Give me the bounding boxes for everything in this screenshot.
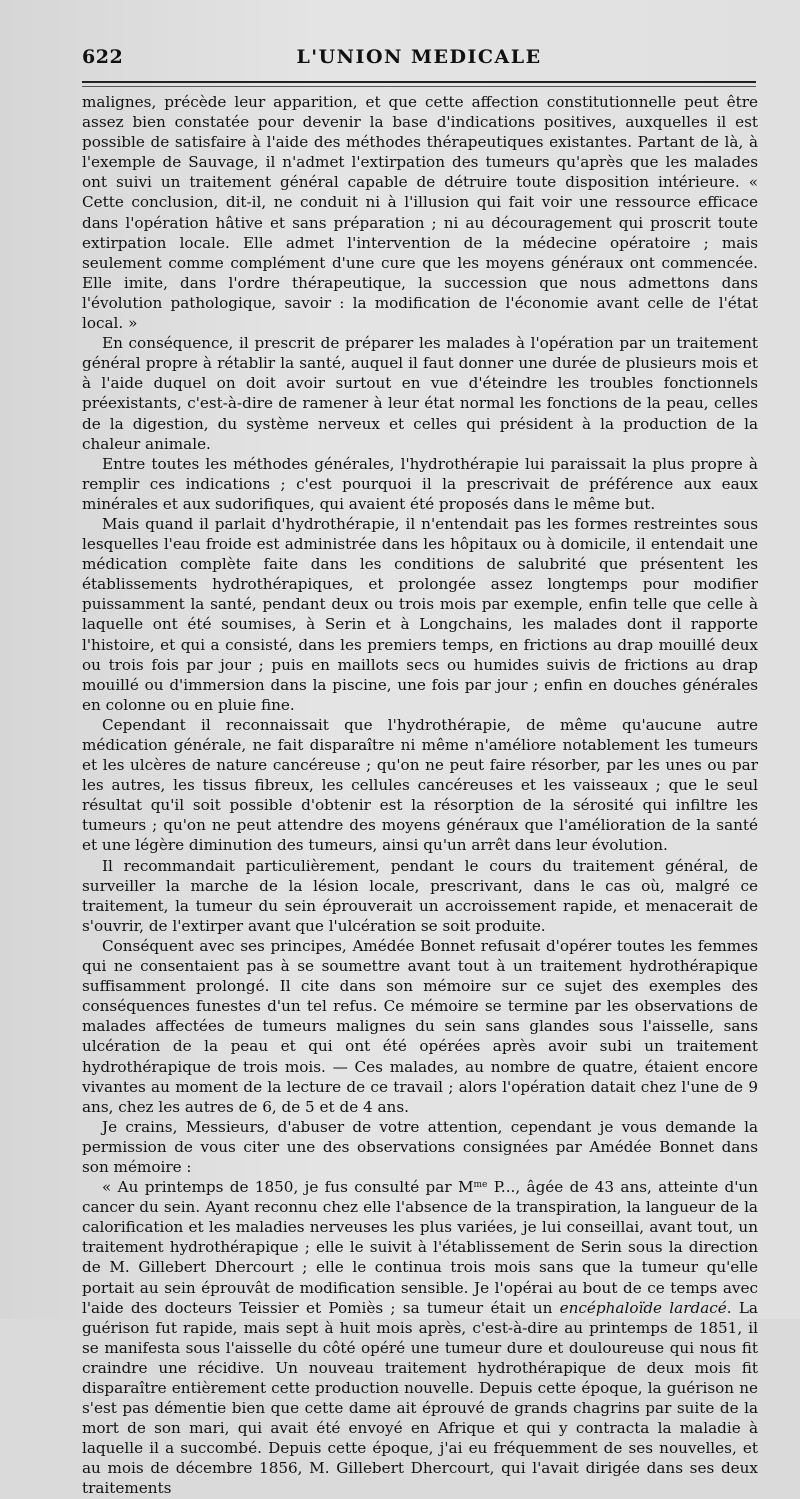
header-rule (82, 81, 756, 83)
paragraph-6: Il recommandait particulièrement, pendant le cours du traitement général, de surveiller la marche de la lésion locale, prescrivant, dans le cas où, malgré ce traitement, la tumeur du sein éprouverait un accroissement rapide, et menacerait de s'ouvrir, de l'extirper avant que l'ulcération se soit produite. (82, 856, 758, 935)
paragraph-5: Cependant il reconnaissait que l'hydrothérapie, de même qu'aucune autre médication générale, ne fait disparaître ni même n'améliore notablement les tumeurs et les ulcères de nature cancéreuse ; qu'on ne peut faire résorber, par les unes ou par les autres, les tissus fibreux, les cellules cancéreuses et les vaisseaux ; que le seul résultat qu'il soit possible d'obtenir est la résorption de la sérosité qui infiltre les tumeurs ; qu'on ne peut attendre des moyens généraux que l'amélioration de la santé et une légère diminution des tumeurs, ainsi qu'un arrêt dans leur évolution. (82, 715, 758, 855)
page-number: 622 (82, 46, 124, 68)
paragraph-3: Entre toutes les méthodes générales, l'hydrothérapie lui paraissait la plus propre à remplir ces indications ; c'est pourquoi il la prescrivait de préférence aux eaux minérales et aux sudorifiques, qui avaient été proposés dans le même but. (82, 454, 758, 513)
paragraph-2: En conséquence, il prescrit de préparer les malades à l'opération par un traitement général propre à rétablir la santé, auquel il faut donner une durée de plusieurs mois et à l'aide duquel on doit avoir surtout en vue d'éteindre les troubles fonctionnels préexistants, c'est-à-dire de ramener à leur état normal les fonctions de la peau, celles de la digestion, du système nerveux et celles qui président à la production de la chaleur animale. (82, 334, 758, 453)
paragraph-8: Je crains, Messieurs, d'abuser de votre attention, cependant je vous demande la permission de vous citer une des observations consignées par Amédée Bonnet dans son mémoire : (82, 1117, 758, 1176)
quote-superscript: me (473, 1180, 488, 1191)
quote-part-2: P..., âgée de 43 ans, atteinte d'un cancer du sein. Ayant reconnu chez elle l'absence de la transpiration, la langueur de la calorification et les maladies nerveuses les plus variées, je lui conseillai, avant tout, un traitement hydrothérapique ; elle le suivit à l'établissement de Serin sous la direction de M. Gillebert Dhercourt ; elle le continua trois mois sans que la tumeur qu'elle portait au sein éprouvât de modification sensible. Je l'opérai au bout de ce temps avec l'aide des docteurs Teissier et Pomiès ; sa tumeur était un (82, 1178, 758, 1317)
quote-part-3: . La guérison fut rapide, mais sept à huit mois après, c'est-à-dire au printemps de 1851, il se manifesta sous l'aisselle du côté opéré une tumeur dure et douloureuse qui nous fit craindre une récidive. Un nouveau traitement hydrothérapique de deux mois fit disparaître entièrement cette production nouvelle. Depuis cette époque, la guérison ne s'est pas démentie bien que cette dame ait éprouvé de grands chagrins par suite de la mort de son mari, qui avait été envoyé en Afrique et qui y contracta la maladie à laquelle il a succombé. Depuis cette époque, j'ai eu fréquemment de ses nouvelles, et au mois de décembre 1856, M. Gillebert Dhercourt, qui l'avait dirigée dans ses deux traitements (82, 1298, 758, 1498)
paragraph-1: malignes, précède leur apparition, et que cette affection constitutionnelle peut être assez bien constatée pour devenir la base d'indications positives, auxquelles il est possible de satisfaire à l'aide des méthodes thérapeutiques existantes. Partant de là, à l'exemple de Sauvage, il n'admet l'extirpation des tumeurs qu'après que les malades ont suivi un traitement général capable de détruire toute disposition intérieure. « Cette conclusion, dit-il, ne conduit ni à l'illusion qui fait voir une ressource efficace dans l'opération hâtive et sans préparation ; ni au découragement qui proscrit toute extirpation locale. Elle admet l'intervention de la médecine opératoire ; mais seulement comme complément d'une cure que les moyens généraux ont commencée. Elle imite, dans l'ordre thérapeutique, la succession que nous admettons dans l'évolution pathologique, savoir : la modification de l'économie avant celle de l'état local. » (82, 93, 758, 333)
quote-part-1: « Au printemps de 1850, je fus consulté par M (102, 1178, 474, 1197)
quoted-observation (82, 1177, 758, 1499)
quote-italic-term: encéphaloïde lardacé (559, 1298, 727, 1317)
header-rule-thin (82, 86, 756, 87)
paragraph-7: Conséquent avec ses principes, Amédée Bonnet refusait d'opérer toutes les femmes qui ne consentaient pas à se soumettre avant tout à un traitement hydrothérapique suffisamment prolongé. Il cite dans son mémoire sur ce sujet des exemples des conséquences funestes d'un tel refus. Ce mémoire se termine par les observations de malades affectées de tumeurs malignes du sein sans glandes sous l'aisselle, sans ulcération de la peau et qui ont été opérées après avoir subi un traitement hydrothérapique de trois mois. — Ces malades, au nombre de quatre, étaient encore vivantes au moment de la lecture de ce travail ; alors l'opération datait chez l'une de 9 ans, chez les autres de 6, de 5 et de 4 ans. (82, 936, 758, 1116)
page-header (82, 44, 756, 74)
article-body (82, 92, 758, 1499)
running-title: L'UNION MEDICALE (296, 46, 542, 68)
paragraph-4: Mais quand il parlait d'hydrothérapie, il n'entendait pas les formes restreintes sous lesquelles l'eau froide est administrée dans les hôpitaux ou à domicile, il entendait une médication complète faite dans les conditions de salubrité que présentent les établissements hydrothérapiques, et prolongée assez longtemps pour modifier puissamment la santé, pendant deux ou trois mois par exemple, enfin telle que celle à laquelle ont été soumises, à Serin et à Longchains, les malades dont il rapporte l'histoire, et qui a consisté, dans les premiers temps, en frictions au drap mouillé deux ou trois fois par jour ; puis en maillots secs ou humides suivis de frictions au drap mouillé ou d'immersion dans la piscine, une fois par jour ; enfin en douches générales en colonne ou en pluie fine. (82, 514, 758, 714)
